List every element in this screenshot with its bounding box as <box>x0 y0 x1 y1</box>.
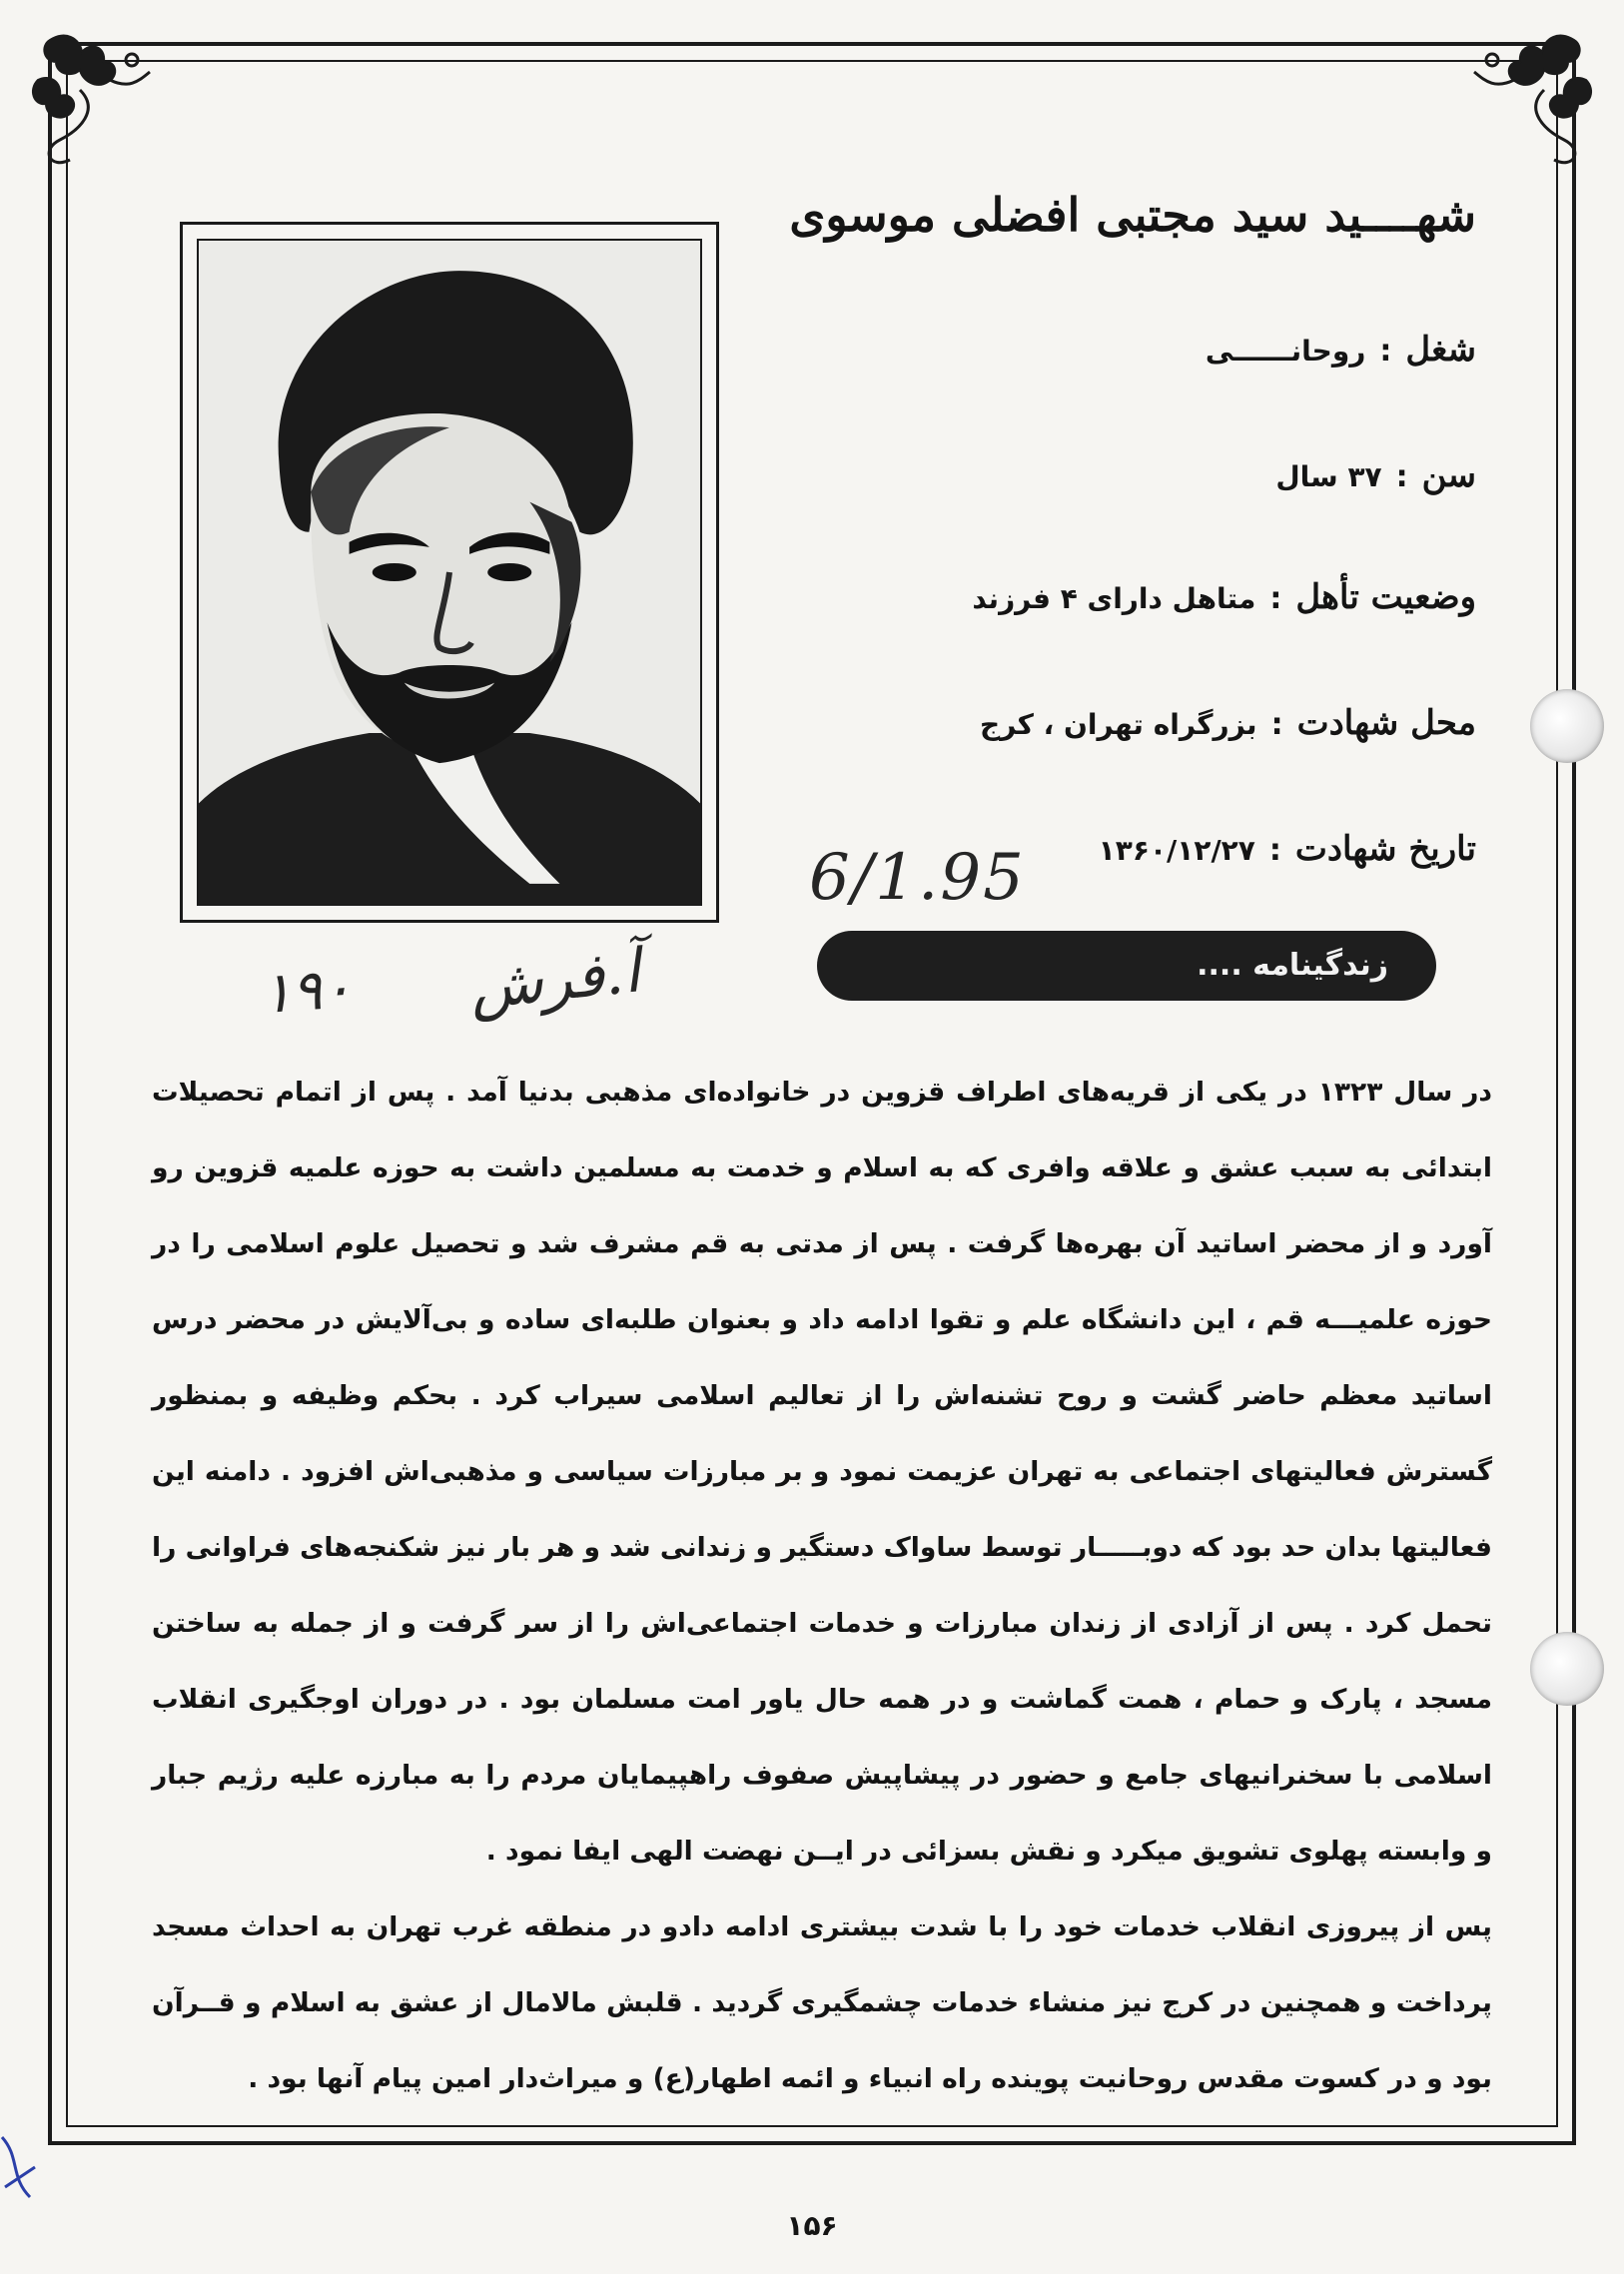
field-value: بزرگراه تهران ، کرج <box>980 708 1257 741</box>
biography-heading-banner: زندگینامه .... <box>817 931 1436 1001</box>
biography-text <box>152 1055 1492 2117</box>
biography-paragraph: پس از پیروزی انقلاب خدمات خود را با شدت بیشتری ادامه دادو در منطقه غرب تهران به احداث مسجد پرداخت و همچنین در کرج نیز منشاء خدمات چشمگیری گردید . قلبش مالامال از عشق به اسلام و قــرآن بود و در کسوت مقدس روحانیت پوینده راه انبیاء و ائمه اطهار(ع) و میراث‌دار امین پیام آنها بود . <box>152 1911 1492 2094</box>
field-label: وضعیت تأهل <box>1295 577 1476 617</box>
handwritten-note: آ.فرش <box>465 936 643 1024</box>
field-value: متاهل دارای ۴ فرزند <box>972 582 1256 615</box>
field-separator: : <box>1379 334 1392 369</box>
field-value: ۳۷ سال <box>1275 460 1382 493</box>
field-label: سن <box>1421 455 1476 495</box>
field-separator: : <box>1269 581 1282 616</box>
portrait-frame <box>180 222 719 923</box>
floral-corner-ornament-icon <box>1464 20 1604 170</box>
field-martyrdom-place <box>577 703 1476 743</box>
biography-paragraph: در سال ۱۳۲۳ در یکی از قریه‌های اطراف قزوین در خانواده‌ای مذهبی بدنیا آمد . پس از اتمام تحصیلات ابتدائی به سبب عشق و علاقه وافری که به اسلام و خدمت به مسلمین داشت به حوزه علمیه قزوین رو آورد و از محضر اساتید آن بهره‌ها گرفت . پس از مدتی به قم مشرف شد و تحصیل علوم اسلامی را در حوزه علمیـــه قم ، این دانشگاه علم و تقوا ادامه داد و بعنوان طلبه‌ای ساده و بی‌آلایش در محضر درس اساتید معظم حاضر گشت و روح تشنه‌اش را از تعالیم اسلامی سیراب کرد . بحکم وظیفه و بمنظور گسترش فعالیتهای اجتماعی به تهران عزیمت نمود و بر مبارزات سیاسی و مذهبی‌اش افزود . دامنه این فعالیتها بدان حد بود که دوبـــــار توسط ساواک دستگیر و زندانی شد و هر بار نیز شکنجه‌های فراوانی را تحمل کرد . پس از آزادی از زندان مبارزات و خدمات اجتماعی‌اش را از سر گرفت و از جمله به ساختن مسجد ، پارک و حمام ، همت گماشت و در همه حال یاور امت مسلمان بود . در دوران اوجگیری انقلاب اسلامی با سخنرانیهای جامع و حضور در پیشاپیش صفوف راهپیمایان مردم را به مبارزه علیه رژیم جبار و وابسته پهلوی تشویق میکرد و نقش بسزائی در ایــن نهضت الهی ایفا نمود . <box>152 1077 1492 1867</box>
pen-mark-icon <box>0 2127 40 2217</box>
handwritten-note: ۱۹۰ <box>259 955 355 1028</box>
punch-hole <box>1530 1632 1604 1706</box>
field-occupation <box>577 330 1476 370</box>
field-martyrdom-date <box>577 829 1476 869</box>
field-age <box>577 455 1476 495</box>
field-label: محل شهادت <box>1296 703 1476 743</box>
field-separator: : <box>1395 459 1408 494</box>
field-value: ۱۳۶۰/۱۲/۲۷ <box>1098 834 1255 867</box>
handwritten-file-number: 6/1.95 <box>809 841 1026 915</box>
field-value: روحانــــــی <box>1205 335 1366 368</box>
field-separator: : <box>1270 707 1283 742</box>
floral-corner-ornament-icon <box>20 20 160 170</box>
field-label: شغل <box>1405 330 1476 370</box>
martyr-name-title: شهــــيد سيد مجتبی افضلی موسوی <box>789 188 1476 242</box>
page-number: ۱۵۶ <box>786 2209 838 2242</box>
field-label: تاریخ شهادت <box>1294 829 1476 869</box>
field-separator: : <box>1268 833 1281 868</box>
field-marital-status <box>577 577 1476 617</box>
punch-hole <box>1530 689 1604 763</box>
